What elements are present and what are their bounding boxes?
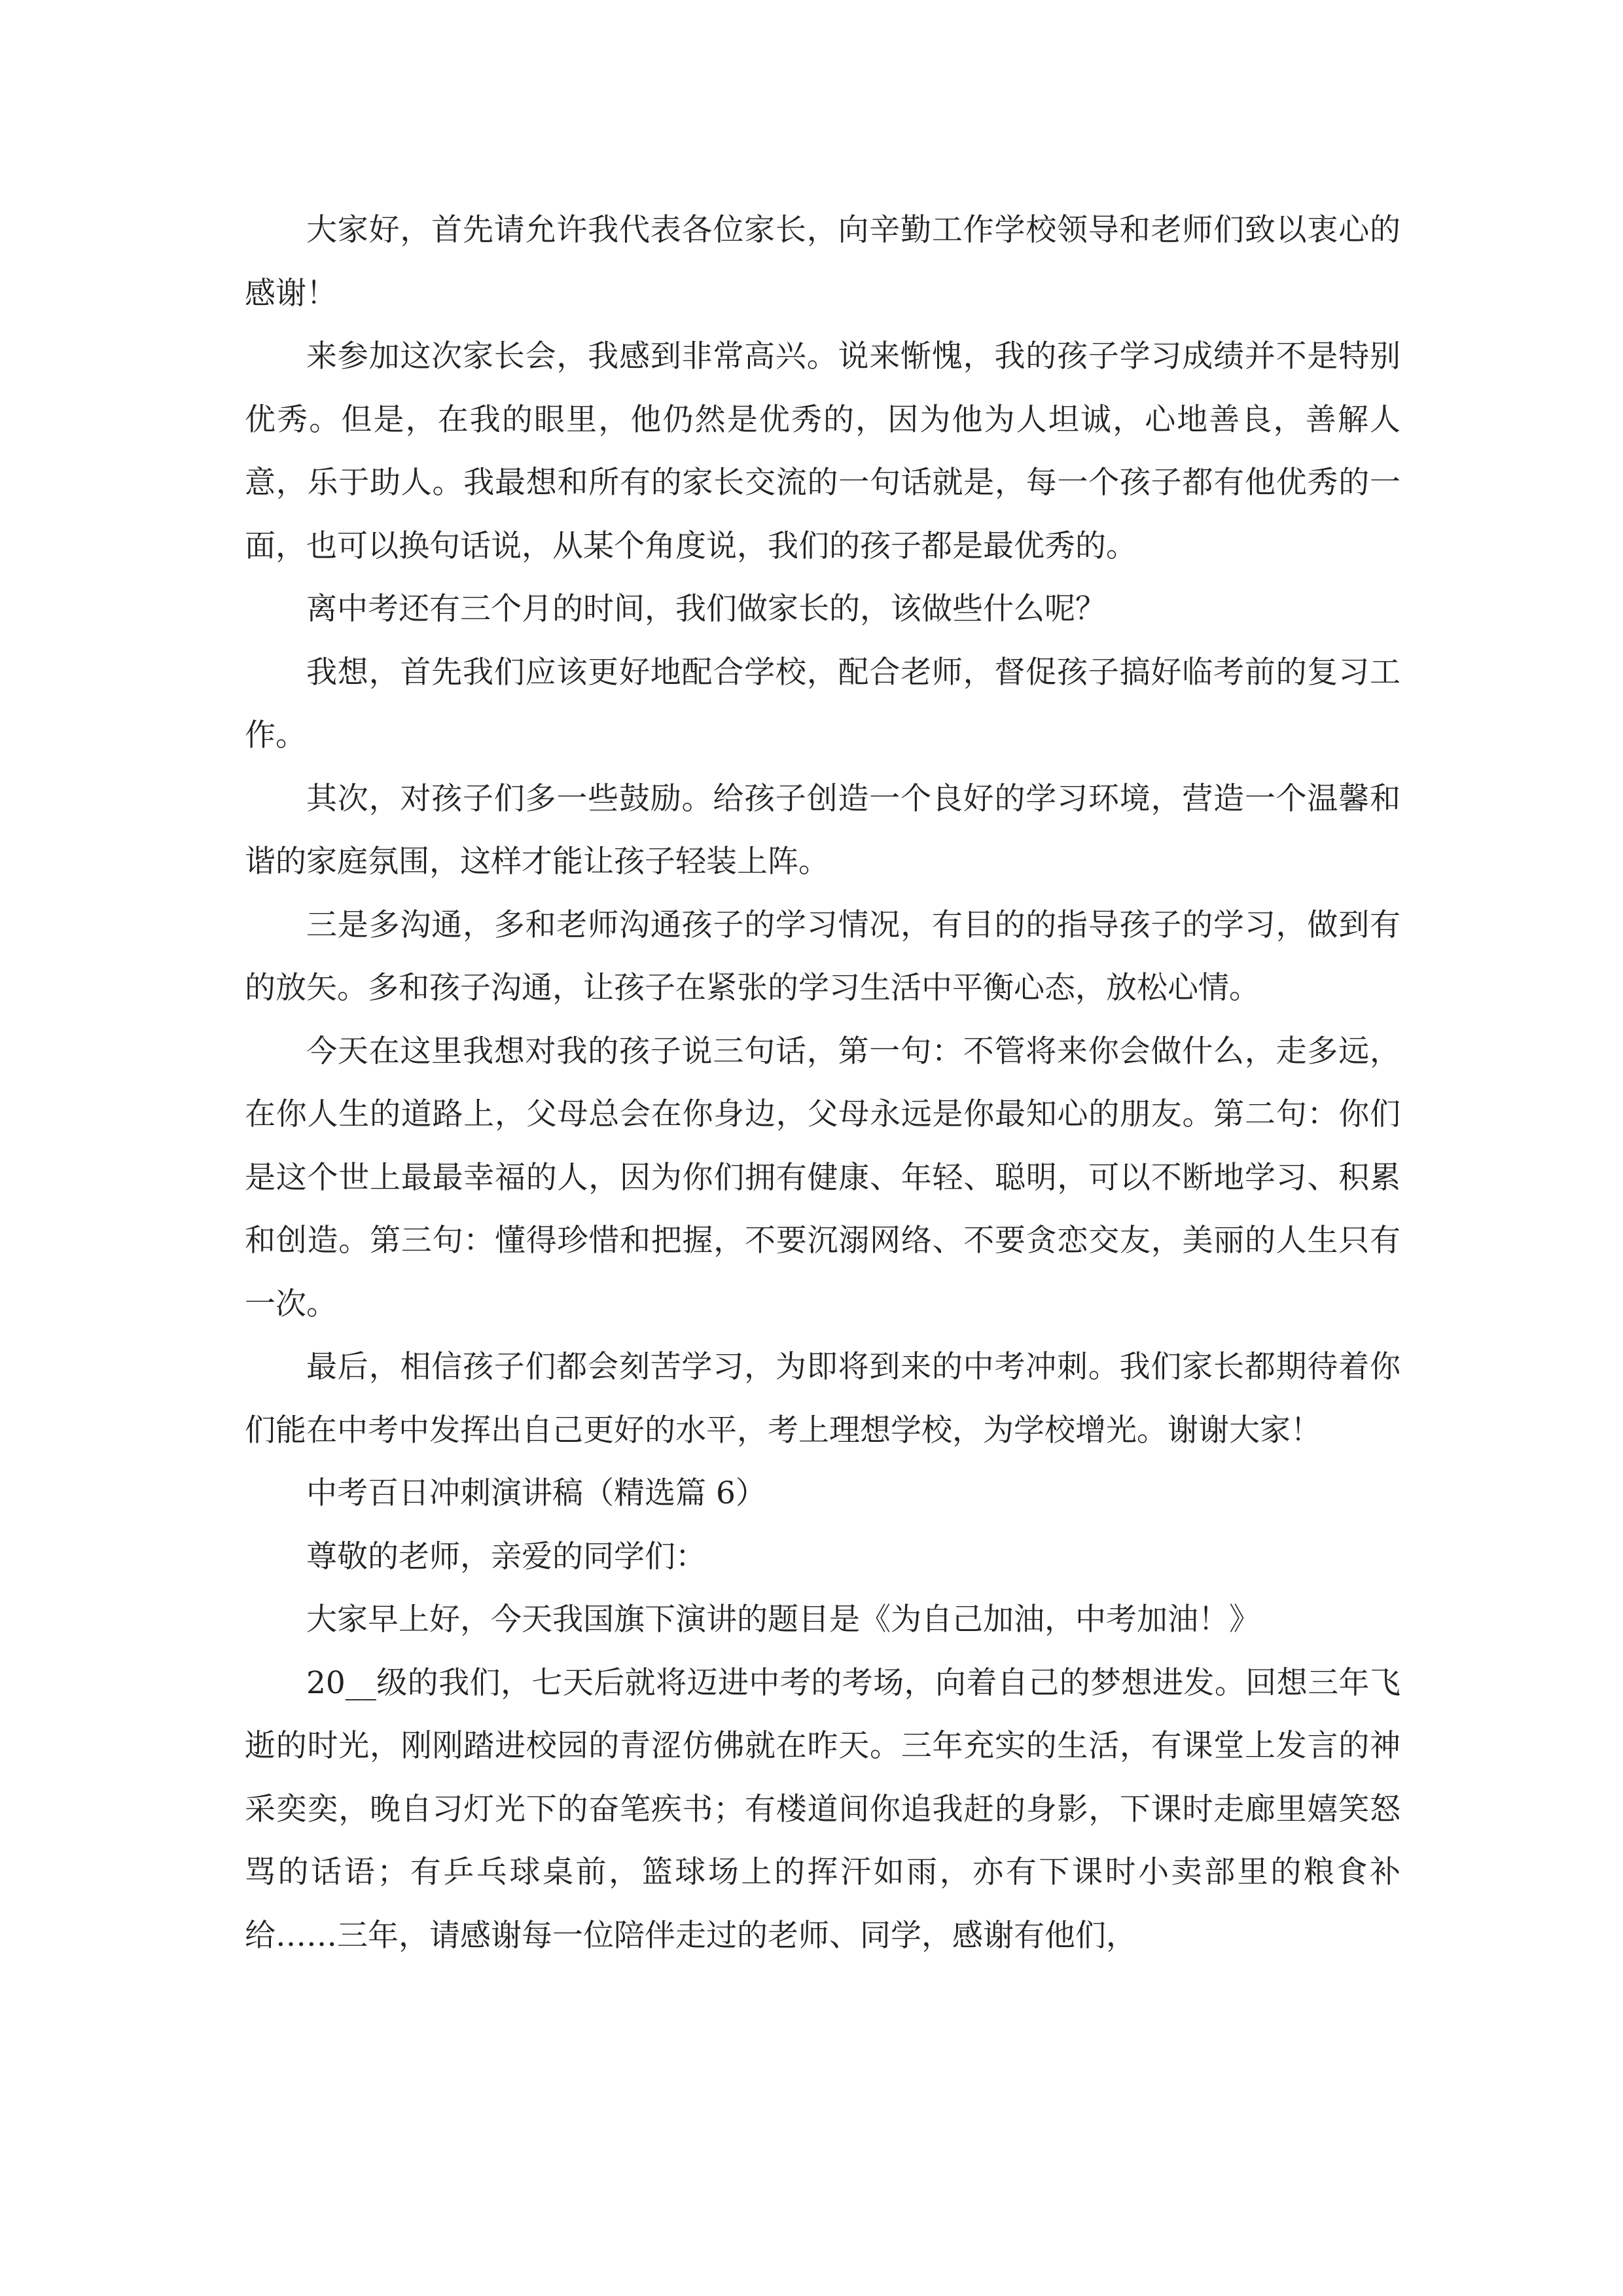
paragraph-parent-meeting: 来参加这次家长会，我感到非常高兴。说来惭愧，我的孩子学习成绩并不是特别优秀。但是，在我的眼里，他仍然是优秀的，因为他为人坦诚，心地善良，善解人意，乐于助人。我最想和所有的家长交流的一句话就是，每一个孩子都有他优秀的一面，也可以换句话说，从某个角度说，我们的孩子都是最优秀的。: [245, 338, 1400, 564]
paragraph-communication: 三是多沟通，多和老师沟通孩子的学习情况，有目的的指导孩子的学习，做到有的放矢。多和孩子沟通，让孩子在紧张的学习生活中平衡心态，放松心情。: [245, 906, 1400, 1006]
paragraph-three-months: 离中考还有三个月的时间，我们做家长的，该做些什么呢？: [306, 591, 1106, 627]
salutation: 尊敬的老师，亲爱的同学们：: [306, 1538, 706, 1575]
paragraph-three-years: 20__级的我们，七天后就将迈进中考的考场，向着自己的梦想进发。回想三年飞逝的时光，刚刚踏进校园的青涩仿佛就在昨天。三年充实的生活，有课堂上发言的神采奕奕，晚自习灯光下的奋笔疾书；有楼道间你追我赶的身影，下课时走廊里嬉笑怒骂的话语；有乒乓球桌前，篮球场上的挥汗如雨，亦有下课时小卖部里的粮食补给……三年，请感谢每一位陪伴走过的老师、同学，感谢有他们，: [245, 1664, 1400, 1954]
paragraph-speech-title: 大家早上好，今天我国旗下演讲的题目是《为自己加油，中考加油！》: [306, 1602, 1260, 1638]
section-heading: 中考百日冲刺演讲稿（精选篇 6）: [306, 1475, 766, 1511]
paragraph-thanks: 大家好，首先请允许我代表各位家长，向辛勤工作学校领导和老师们致以衷心的感谢！: [245, 212, 1400, 312]
paragraph-closing: 最后，相信孩子们都会刻苦学习，为即将到来的中考冲刺。我们家长都期待着你们能在中考中发挥出自己更好的水平，考上理想学校，为学校增光。谢谢大家！: [245, 1349, 1400, 1448]
document-body: [245, 199, 1400, 1967]
paragraph-three-sentences: 今天在这里我想对我的孩子说三句话，第一句：不管将来你会做什么，走多远，在你人生的道路上，父母总会在你身边，父母永远是你最知心的朋友。第二句：你们是这个世上最最幸福的人，因为你们拥有健康、年轻、聪明，可以不断地学习、积累和创造。第三句：懂得珍惜和把握，不要沉溺网络、不要贪恋交友，美丽的人生只有一次。: [245, 1033, 1400, 1322]
paragraph-cooperate-school: 我想，首先我们应该更好地配合学校，配合老师，督促孩子搞好临考前的复习工作。: [245, 654, 1400, 753]
paragraph-encouragement: 其次，对孩子们多一些鼓励。给孩子创造一个良好的学习环境，营造一个温馨和谐的家庭氛围，这样才能让孩子轻装上阵。: [245, 780, 1400, 880]
